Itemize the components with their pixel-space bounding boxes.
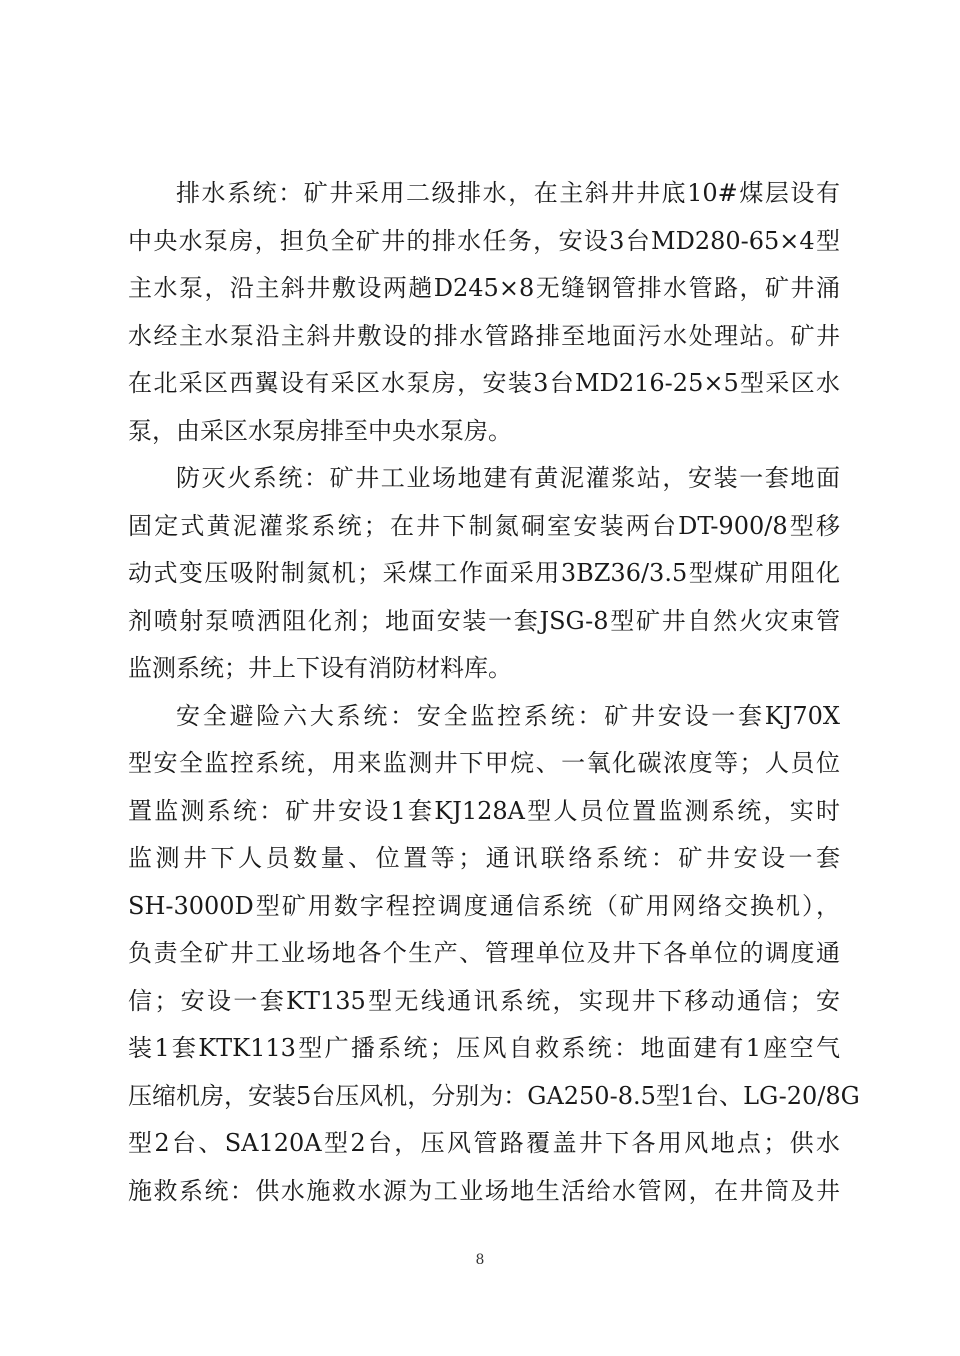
- paragraph-2-line-4: 剂喷射泵喷洒阻化剂；地面安装一套JSG-8型矿井自然火灾束管: [128, 606, 840, 635]
- paragraph-3-line-1: 安全避险六大系统：安全监控系统：矿井安设一套KJ70X: [176, 701, 840, 730]
- paragraph-3-line-7: 信；安设一套KT135型无线通讯系统，实现井下移动通信；安: [128, 986, 840, 1015]
- paragraph-2-line-2: 固定式黄泥灌浆系统；在井下制氮硐室安装两台DT-900/8型移: [128, 511, 840, 540]
- paragraph-2-line-5: 监测系统；井上下设有消防材料库。: [128, 654, 512, 682]
- paragraph-1-line-1: 排水系统：矿井采用二级排水，在主斜井井底10#煤层设有: [176, 179, 840, 207]
- paragraph-3-line-9: 压缩机房，安装5台压风机，分别为：GA250-8.5型1台、LG-20/8G: [128, 1081, 860, 1110]
- paragraph-1-line-4: 水经主水泵沿主斜井敷设的排水管路排至地面污水处理站。矿井: [128, 321, 840, 350]
- paragraph-3-line-10: 型2台、SA120A型2台，压风管路覆盖井下各用风地点；供水: [128, 1129, 840, 1157]
- paragraph-3-line-5: SH-3000D型矿用数字程控调度通信系统（矿用网络交换机），: [128, 891, 840, 920]
- paragraph-1-line-6: 泵，由采区水泵房排至中央水泵房。: [128, 416, 512, 445]
- paragraph-3-line-3: 置监测系统：矿井安设1套KJ128A型人员位置监测系统，实时: [128, 796, 840, 825]
- paragraph-1-line-5: 在北采区西翼设有采区水泵房，安装3台MD216-25×5型采区水: [128, 369, 840, 397]
- body-text: [128, 170, 860, 1215]
- paragraph-3-line-2: 型安全监控系统，用来监测井下甲烷、一氧化碳浓度等；人员位: [128, 749, 840, 777]
- paragraph-3-line-4: 监测井下人员数量、位置等；通讯联络系统：矿井安设一套: [128, 844, 840, 872]
- paragraph-3-line-6: 负责全矿井工业场地各个生产、管理单位及井下各单位的调度通: [128, 939, 840, 967]
- paragraph-3-line-11: 施救系统：供水施救水源为工业场地生活给水管网，在井筒及井: [128, 1176, 840, 1205]
- paragraph-2-line-1: 防灭火系统：矿井工业场地建有黄泥灌浆站，安装一套地面: [176, 464, 840, 492]
- page-number: 8: [475, 1252, 485, 1268]
- paragraph-1-line-2: 中央水泵房，担负全矿井的排水任务，安设3台MD280-65×4型: [128, 226, 840, 255]
- paragraph-1-line-3: 主水泵，沿主斜井敷设两趟D245×8无缝钢管排水管路，矿井涌: [128, 274, 840, 302]
- paragraph-3-line-8: 装1套KTK113型广播系统；压风自救系统：地面建有1座空气: [128, 1034, 840, 1062]
- paragraph-2-line-3: 动式变压吸附制氮机；采煤工作面采用3BZ36/3.5型煤矿用阻化: [128, 559, 840, 587]
